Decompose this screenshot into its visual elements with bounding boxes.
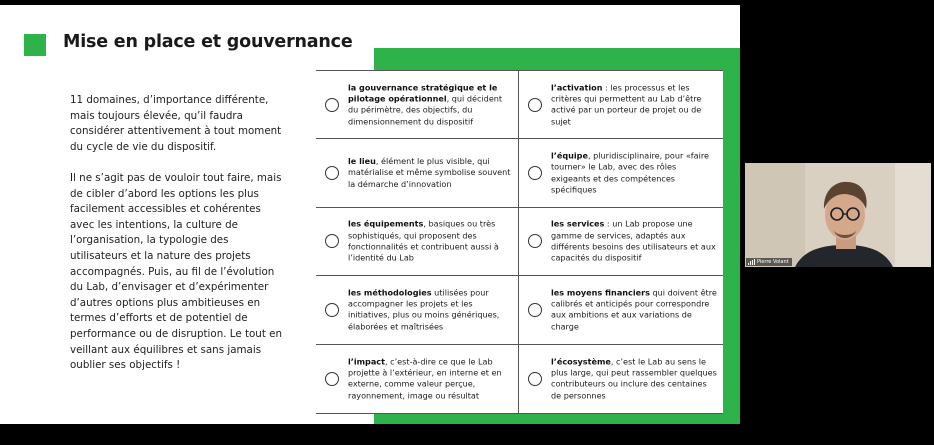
domain-detail: qui doivent être calibrés et anticipés pour correspondre aux ambitions et aux variations de charge (551, 287, 717, 332)
domain-keyword: le lieu (348, 156, 376, 167)
domain-radio-button[interactable] (528, 303, 542, 317)
domain-description (348, 356, 512, 401)
slide-title: Mise en place et gouvernance (63, 32, 353, 52)
domain-keyword: l’écosystème (551, 356, 611, 367)
signal-bars-icon (748, 258, 756, 266)
presentation-slide (0, 5, 740, 424)
domain-radio-button[interactable] (325, 303, 339, 317)
domain-cell (519, 139, 723, 207)
intro-paragraph: 11 domaines, d’importance différente, mais toujours élevée, qu’il faudra considérer attentivement à tout moment du cycle de vie du dispositif. (70, 94, 282, 153)
domain-cell (519, 71, 723, 139)
domain-description (551, 356, 717, 401)
domain-keyword: les services (551, 218, 605, 229)
domain-cell (316, 71, 519, 139)
domain-detail: utilisées pour accompagner les projets et les initiatives, plus ou moins génériques, élaborées et maîtrisées (348, 287, 500, 332)
domain-detail: , basiques ou très sophistiqués, qui proposent des fonctionnalités et contribuent aussi à l’identité du Lab (348, 218, 499, 263)
domain-cell (316, 345, 519, 413)
domain-keyword: l’impact (348, 356, 385, 367)
title-marker-square (24, 34, 46, 56)
domain-keyword: les moyens financiers (551, 287, 650, 298)
domain-description (348, 287, 512, 332)
domain-radio-button[interactable] (325, 98, 339, 112)
domain-description (551, 151, 717, 196)
domain-cell (519, 208, 723, 276)
domain-radio-button[interactable] (528, 234, 542, 248)
participant-video[interactable] (745, 163, 931, 267)
domain-cell (519, 345, 723, 413)
domain-keyword: l’équipe (551, 150, 588, 161)
domain-description (348, 82, 512, 127)
domain-keyword: les méthodologies (348, 287, 432, 298)
domain-description (348, 156, 512, 190)
domain-radio-button[interactable] (528, 372, 542, 386)
domain-cell (316, 276, 519, 344)
domain-keyword: les équipements (348, 218, 424, 229)
intro-text (70, 93, 282, 389)
domain-radio-button[interactable] (528, 98, 542, 112)
domain-detail: : un Lab propose une gamme de services, adaptés aux différents besoins des utilisateurs et aux capacités du dispositif (551, 218, 716, 263)
domain-detail: , c’est le Lab au sens le plus large, qui peut rassembler quelques contributeurs ou inclure des centaines de personnes (551, 356, 717, 401)
participant-video-frame (745, 163, 931, 267)
domain-detail: , pluridisciplinaire, pour «faire tourner» le Lab, avec des rôles exigeants et des compétences spécifiques (551, 150, 709, 195)
domain-keyword: l’activation (551, 82, 603, 93)
domain-cell (316, 139, 519, 207)
domain-detail: : les processus et les critères qui permettent au Lab d’être activé par un porteur de projet ou de sujet (551, 82, 702, 126)
domain-description (348, 219, 512, 264)
domain-cell (519, 276, 723, 344)
participant-name: Pierre Volant (757, 259, 789, 265)
domain-detail: , qui décident du périmètre, des objectifs, du dimensionnement du dispositif (348, 93, 503, 126)
intro-paragraph: Il ne s’agit pas de vouloir tout faire, mais de cibler d’abord les options les plus facilement accessibles et cohérentes avec les intentions, la culture de l’organisation, la typologie des utilisateurs et la nature des projets accompagnés. Puis, au fil de l’évolution du Lab, d’envisager et d’expérimenter d’autres options plus ambitieuses en termes d’efforts et de potentiel de performance ou de disruption. Le tout en veillant aux équilibres et sans jamais oublier ses objectifs ! (70, 171, 282, 372)
domain-radio-button[interactable] (325, 234, 339, 248)
domain-description (551, 287, 717, 332)
domain-description (551, 82, 717, 127)
domain-cell (316, 208, 519, 276)
participant-name-label (746, 258, 792, 266)
domains-grid (316, 70, 723, 414)
domain-detail: , c’est-à-dire ce que le Lab projette à l’extérieur, en interne et en externe, comme valeur perçue, rayonnement, image ou résultat (348, 356, 502, 401)
domain-keyword: la gouvernance stratégique et le pilotage opérationnel (348, 82, 498, 104)
domain-detail: , élément le plus visible, qui matérialise et même symbolise souvent la démarche d’innovation (348, 156, 511, 189)
domain-radio-button[interactable] (325, 372, 339, 386)
domain-description (551, 219, 717, 264)
domain-radio-button[interactable] (528, 166, 542, 180)
domain-radio-button[interactable] (325, 166, 339, 180)
